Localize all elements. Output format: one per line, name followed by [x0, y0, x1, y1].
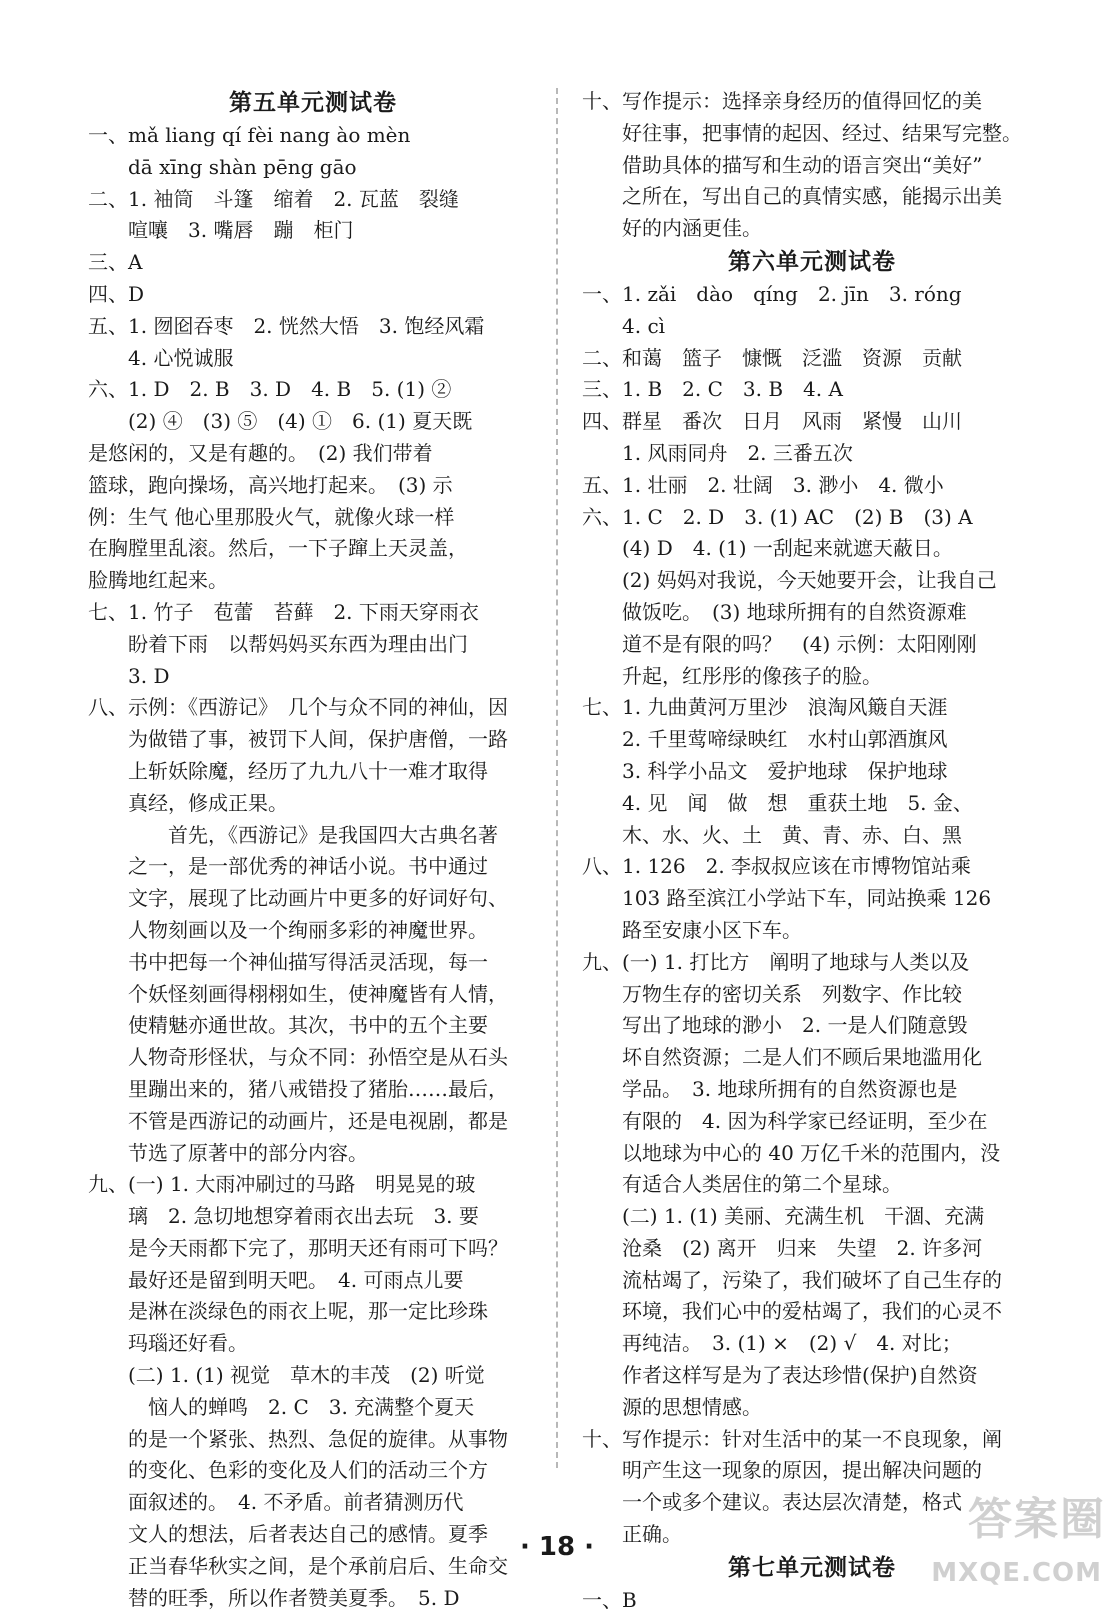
answer-line: dā xīng shàn pēng gāo — [128, 154, 357, 179]
answer-line: 里蹦出来的，猪八戒错投了猪胎……最后， — [128, 1076, 508, 1101]
answer-line: 六、1. C 2. D 3. (1) AC (2) B (3) A — [582, 504, 973, 529]
answer-line: 十、写作提示：选择亲身经历的值得回忆的美 — [582, 89, 982, 113]
answer-line: (二) 1. (1) 美丽、充满生机 干涸、充满 — [622, 1204, 985, 1229]
answer-line: 首先，《西游记》是我国四大古典名著 — [168, 822, 498, 847]
answer-line: 道不是有限的吗？ (4) 示例：太阳刚刚 — [622, 631, 977, 656]
answer-line: 人物刻画以及一个绚丽多彩的神魔世界。 — [128, 917, 488, 942]
watermark-logo — [931, 1480, 1106, 1592]
watermark-url: MXQE.COM — [931, 1558, 1102, 1588]
answer-line: 103 路至滨江小学站下车，同站换乘 126 — [622, 886, 992, 911]
answer-line: 之所在，写出自己的真情实感，能揭示出美 — [622, 184, 1002, 209]
answer-line: 明产生这一现象的原因，提出解决问题的 — [622, 1458, 982, 1483]
answer-line: 的变化、色彩的变化及人们的活动三个方 — [128, 1458, 488, 1483]
answer-line: 七、1. 竹子 苞蕾 苔藓 2. 下雨天穿雨衣 — [88, 599, 479, 624]
answer-line: 借助具体的描写和生动的语言突出“美好” — [622, 152, 983, 177]
answer-line: 正确。 — [622, 1522, 682, 1547]
answer-line: 五、1. 壮丽 2. 壮阔 3. 渺小 4. 微小 — [582, 472, 944, 497]
answer-line: 三、1. B 2. C 3. B 4. A — [582, 377, 843, 402]
answer-line: 四、D — [88, 281, 145, 306]
answer-line: 三、A — [88, 250, 143, 275]
section-heading: 第六单元测试卷 — [728, 248, 896, 275]
page-number-dot-right: · — [575, 1532, 595, 1562]
answer-line: 好往事，把事情的起因、经过、结果写完整。 — [622, 120, 1022, 145]
answer-line: 升起，红彤彤的像孩子的脸。 — [622, 663, 882, 688]
answer-line: 不管是西游记的动画片，还是电视剧，都是 — [128, 1108, 508, 1133]
answer-line: 再纯洁。 3. (1) × (2) √ 4. 对比； — [622, 1331, 962, 1356]
watermark-text: 答案圈 — [968, 1494, 1106, 1545]
answer-line: 3. 科学小品文 爱护地球 保护地球 — [622, 758, 948, 783]
answer-line: 是悠闲的，又是有趣的。 (2) 我们带着 — [88, 440, 433, 465]
answer-line: 万物生存的密切关系 列数字、作比较 — [622, 981, 962, 1006]
answer-line: 使精魅亦通世故。其次，书中的五个主要 — [128, 1013, 488, 1038]
answer-line: 节选了原著中的部分内容。 — [128, 1140, 368, 1165]
answer-line: (二) 1. (1) 视觉 草木的丰茂 (2) 听觉 — [128, 1363, 485, 1388]
answer-line: 例：生气 他心里那股火气，就像火球一样 — [88, 504, 455, 529]
answer-line: 个妖怪刻画得栩栩如生，使神魔皆有人情， — [128, 981, 508, 1006]
answer-line: (2) ④ (3) ⑤ (4) ① 6. (1) 夏天既 — [128, 409, 473, 434]
answer-line: 替的旺季，所以作者赞美夏季。 5. D — [128, 1585, 460, 1610]
answer-line: 环境，我们心中的爱枯竭了，我们的心灵不 — [622, 1299, 1002, 1324]
answer-line: 木、水、火、土 黄、青、赤、白、黑 — [622, 822, 962, 847]
answer-line: 4. 见 闻 做 想 重获土地 5. 金、 — [622, 790, 973, 815]
answer-line: 恼人的蝉鸣 2. C 3. 充满整个夏天 — [148, 1394, 475, 1419]
answer-line: 写出了地球的渺小 2. 一是人们随意毁 — [622, 1013, 968, 1038]
section-heading: 第五单元测试卷 — [229, 90, 397, 116]
answer-line: 文字，展现了比动画片中更多的好词好句、 — [128, 886, 508, 911]
answer-line: 书中把每一个神仙描写得活灵活现，每一 — [128, 949, 488, 974]
answer-line: 3. D — [128, 663, 170, 688]
answer-line: 六、1. D 2. B 3. D 4. B 5. (1) ② — [88, 377, 452, 402]
answer-line: 学品。 3. 地球所拥有的自然资源也是 — [622, 1076, 958, 1101]
answer-line: 脸腾地红起来。 — [88, 568, 228, 593]
answer-line: 喧嚷 3. 嘴唇 蹦 柜门 — [128, 218, 354, 243]
answer-line: 以地球为中心的 40 万亿千米的范围内，没 — [622, 1140, 1001, 1165]
answer-line: 五、1. 囫囵吞枣 2. 恍然大悟 3. 饱经风霜 — [88, 313, 485, 338]
answer-line: 沧桑 (2) 离开 归来 失望 2. 许多河 — [622, 1235, 983, 1260]
section-heading: 第七单元测试卷 — [728, 1554, 896, 1581]
answer-line: 人物奇形怪状，与众不同：孙悟空是从石头 — [128, 1045, 508, 1070]
answer-line: 九、(一) 1. 打比方 阐明了地球与人类以及 — [582, 949, 970, 974]
answer-line: 最好还是留到明天吧。 4. 可雨点儿要 — [128, 1267, 464, 1292]
answer-line: 文人的想法，后者表达自己的感情。夏季 — [128, 1522, 488, 1547]
answer-line: 盼着下雨 以帮妈妈买东西为理由出门 — [128, 631, 468, 656]
answer-line: 之一，是一部优秀的神话小说。书中通过 — [128, 854, 488, 879]
answer-line: 源的思想情感。 — [622, 1394, 762, 1419]
answer-line: 八、1. 126 2. 李叔叔应该在市博物馆站乘 — [582, 854, 972, 879]
answer-line: 1. 风雨同舟 2. 三番五次 — [622, 440, 853, 465]
answer-line: 玛瑙还好看。 — [128, 1331, 248, 1356]
answer-line: 做饭吃。 (3) 地球所拥有的自然资源难 — [622, 599, 967, 624]
answer-line: 路至安康小区下车。 — [622, 917, 802, 942]
answer-line: 九、(一) 1. 大雨冲刷过的马路 明晃晃的玻 — [88, 1172, 476, 1197]
answer-line: 二、和蔼 篮子 慷慨 泛滥 资源 贡献 — [582, 345, 962, 370]
answer-line: 一、1. zǎi dào qíng 2. jīn 3. róng — [582, 281, 962, 306]
answer-line: 面叙述的。 4. 不矛盾。前者猜测历代 — [128, 1490, 464, 1515]
answer-line: 坏自然资源；二是人们不顾后果地滥用化 — [622, 1045, 982, 1070]
right-column — [582, 86, 1042, 1617]
answer-line: 一、B — [582, 1587, 637, 1612]
answer-line: 七、1. 九曲黄河万里沙 浪淘风簸自天涯 — [582, 695, 948, 720]
answer-line: 流枯竭了，污染了，我们破坏了自己生存的 — [622, 1267, 1002, 1292]
answer-line: 在胸膛里乱滚。然后，一下子蹿上天灵盖， — [88, 536, 468, 561]
answer-line: 十、写作提示：针对生活中的某一不良现象，阐 — [582, 1426, 1002, 1451]
answer-line: 4. 心悦诚服 — [128, 345, 234, 370]
answer-line: 一个或多个建议。表达层次清楚，格式 — [622, 1490, 962, 1515]
answer-line: 璃 2. 急切地想穿着雨衣出去玩 3. 要 — [128, 1204, 479, 1229]
answer-line: 是今天雨都下完了，那明天还有雨可下吗？ — [128, 1235, 508, 1260]
answer-line: 作者这样写是为了表达珍惜(保护)自然资 — [622, 1363, 978, 1388]
answer-line: 正当春华秋实之间，是个承前启后、生命交 — [128, 1553, 508, 1578]
answer-line: 四、群星 番次 日月 风雨 紧慢 山川 — [582, 409, 962, 434]
answer-line: (4) D 4. (1) 一刮起来就遮天蔽日。 — [622, 536, 953, 561]
answer-line: 4. cì — [622, 313, 666, 338]
page-number-value: 18 — [538, 1532, 576, 1562]
answer-line: 篮球，跑向操场，高兴地打起来。 (3) 示 — [88, 472, 453, 497]
answer-line: (2) 妈妈对我说，今天她要开会，让我自己 — [622, 568, 997, 593]
answer-line: 的是一个紧张、热烈、急促的旋律。从事物 — [128, 1426, 508, 1451]
answer-line: 二、1. 袖筒 斗篷 缩着 2. 瓦蓝 裂缝 — [88, 186, 459, 211]
answer-line: 有适合人类居住的第二个星球。 — [622, 1172, 902, 1197]
answer-line: 真经，修成正果。 — [128, 790, 288, 815]
answer-line: 为做错了事，被罚下人间，保护唐僧，一路 — [128, 727, 508, 752]
answer-line: 上斩妖除魔，经历了九九八十一难才取得 — [128, 758, 488, 783]
answer-line: 好的内涵更佳。 — [622, 216, 762, 241]
answer-line: 是淋在淡绿色的雨衣上呢，那一定比珍珠 — [128, 1299, 488, 1324]
answer-line: 2. 千里莺啼绿映红 水村山郭酒旗风 — [622, 727, 948, 752]
answer-line: 一、mǎ liang qí fèi nang ào mèn — [88, 123, 411, 147]
answer-line: 有限的 4. 因为科学家已经证明，至少在 — [622, 1108, 988, 1133]
page-number-dot-left: · — [519, 1532, 539, 1562]
left-column — [88, 86, 538, 1614]
column-divider — [556, 88, 558, 1468]
answer-line: 八、示例：《西游记》 几个与众不同的神仙，因 — [88, 695, 508, 720]
